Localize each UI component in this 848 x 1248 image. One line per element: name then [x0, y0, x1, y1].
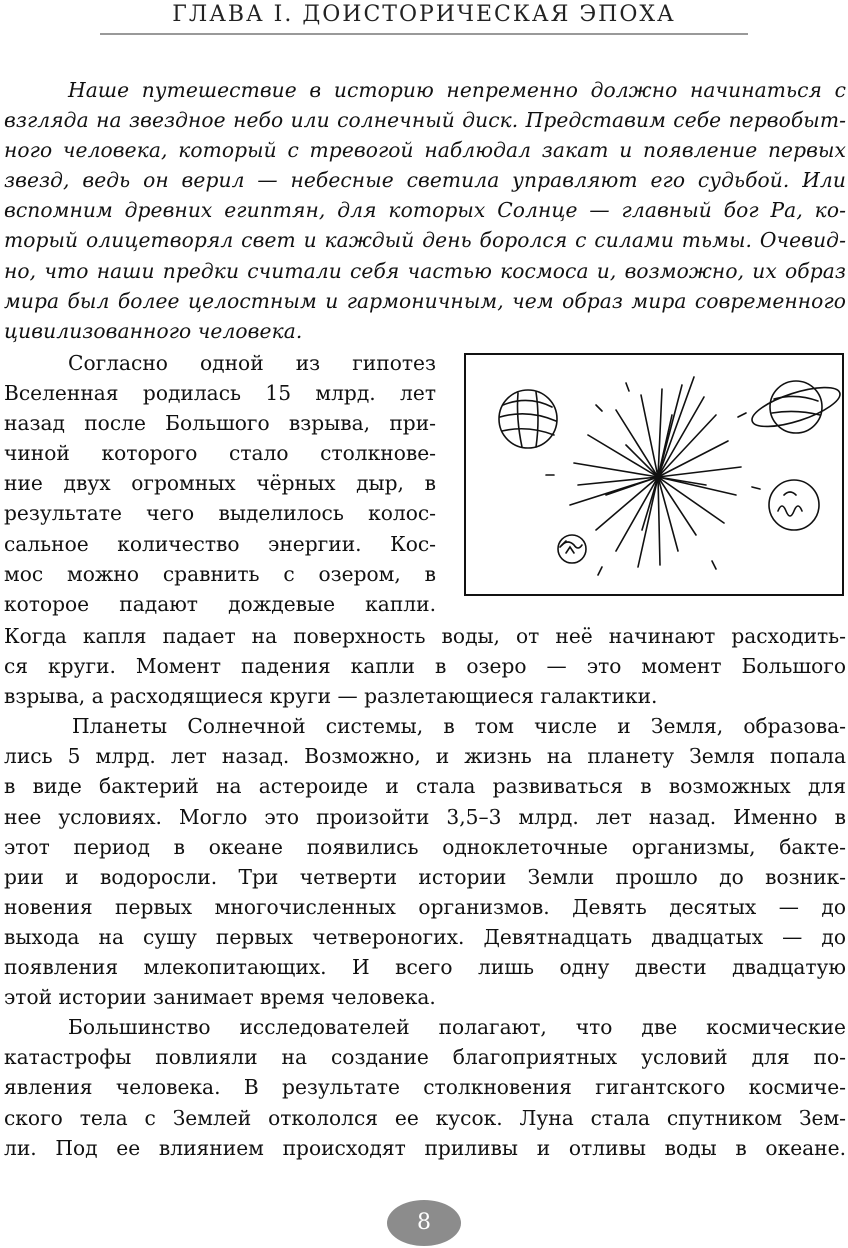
big-bang-illustration-icon — [466, 355, 842, 594]
intro-line: мира был более целостным и гармоничным, чем образ мира современного — [4, 288, 846, 313]
body-line: сальное количество энергии. Кос- — [4, 531, 436, 556]
body-line: Планеты Солнечной системы, в том числе и Земля, образова- — [72, 714, 846, 739]
body-line: этот период в океане появились одноклеточные организмы, бакте- — [4, 834, 846, 859]
body-line: назад после Большого взрыва, при- — [4, 411, 436, 436]
body-line: чиной которого стало столкнове- — [4, 441, 436, 466]
body-line: ние двух огромных чёрных дыр, в — [4, 471, 436, 496]
body-line: лись 5 млрд. лет назад. Возможно, и жизнь на планету Земля попала — [4, 744, 846, 769]
body-line: результате чего выделилось колос- — [4, 501, 436, 526]
page-number: 8 — [387, 1200, 461, 1246]
body-line: явления человека. В результате столкновения гигантского космиче- — [4, 1075, 846, 1100]
body-line: которое падают дождевые капли. — [4, 591, 436, 616]
intro-line: цивилизованного человека. — [4, 318, 303, 343]
body-line: выхода на сушу первых четвероногих. Девятнадцать двадцатых — до — [4, 924, 846, 949]
body-line: появления млекопитающих. И всего лишь одну двести двадцатую — [4, 955, 846, 980]
body-line: мос можно сравнить с озером, в — [4, 561, 436, 586]
body-line: ли. Под ее влиянием происходят приливы и отливы воды в океане. — [4, 1135, 846, 1160]
body-line: нее условиях. Могло это произойти 3,5–3 млрд. лет назад. Именно в — [4, 804, 846, 829]
intro-line: вспомним древних египтян, для которых Солнце — главный бог Ра, ко- — [4, 198, 846, 223]
intro-line: торый олицетворял свет и каждый день боролся с силами тьмы. Очевид- — [4, 228, 846, 253]
body-line: Согласно одной из гипотез — [68, 351, 436, 375]
intro-line: звезд, ведь он верил — небесные светила управляют его судьбой. Или — [4, 168, 846, 193]
intro-line: ного человека, который с тревогой наблюдал закат и появление первых — [4, 138, 846, 163]
intro-paragraph — [4, 75, 846, 346]
body-line: взрыва, а расходящиеся круги — разлетающиеся галактики. — [4, 684, 658, 709]
intro-line: взгляда на звездное небо или солнечный диск. Представим себе первобыт- — [4, 108, 846, 133]
running-header — [100, 0, 748, 40]
body-line: Когда капля падает на поверхность воды, от неё начинают расходить- — [4, 624, 846, 648]
wrapped-paragraph — [4, 348, 436, 619]
chapter-title: ГЛАВА I. ДОИСТОРИЧЕСКАЯ ЭПОХА — [172, 2, 676, 27]
body-text — [4, 621, 846, 1163]
body-line: Вселенная родилась 15 млрд. лет — [4, 381, 436, 406]
body-line: ся круги. Момент падения капли в озеро — это момент Большого — [4, 654, 846, 679]
body-line: рии и водоросли. Три четверти истории Земли прошло до возник- — [4, 864, 846, 889]
header-rule — [100, 33, 748, 35]
big-bang-illustration — [464, 353, 844, 596]
body-line: в виде бактерий на астероиде и стала развиваться в возможных для — [4, 774, 846, 799]
intro-line: но, что наши предки считали себя частью космоса и, возможно, их образ — [4, 258, 846, 283]
body-line: Большинство исследователей полагают, что две космические — [68, 1015, 846, 1040]
body-line: катастрофы повлияли на создание благоприятных условий для по- — [4, 1045, 846, 1070]
body-line: ского тела с Землей откололся ее кусок. Луна стала спутником Зем- — [4, 1105, 846, 1130]
body-line: этой истории занимает время человека. — [4, 985, 436, 1010]
body-line: новения первых многочисленных организмов. Девять десятых — до — [4, 894, 846, 919]
intro-line: Наше путешествие в историю непременно должно начинаться с — [68, 78, 846, 102]
